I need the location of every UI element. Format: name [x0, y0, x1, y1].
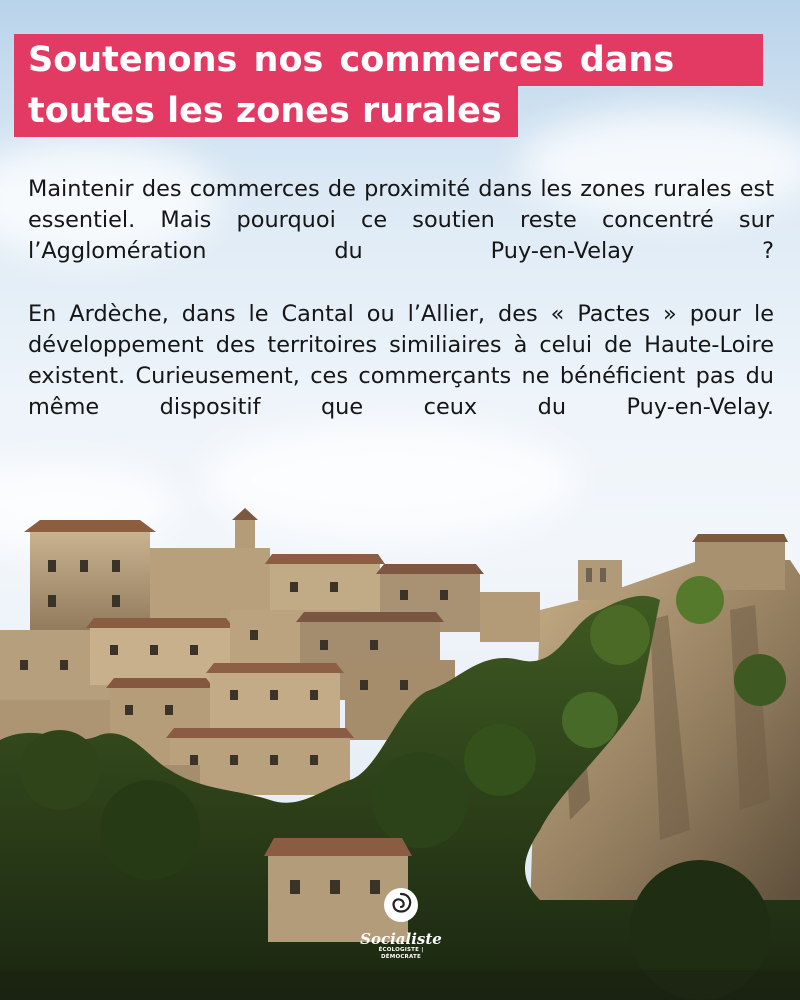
title-banner: [14, 34, 794, 137]
title-line-1: Soutenons nos commerces dans: [14, 34, 763, 86]
paragraph-1: Maintenir des commerces de proximité dans les zones rurales est essentiel. Mais pourquoi ce soutien reste concentré sur l’Agglomération du Puy-en-Velay ?: [28, 176, 774, 264]
paragraph-2: En Ardèche, dans le Cantal ou l’Allier, des « Pactes » pour le développement des territoires similiaires à celui de Haute-Loire existent. Curieusement, ces commerçants ne bénéficient pas du même dispositif que ceux du Puy-en-Velay.: [28, 301, 774, 420]
title-line-2: toutes les zones rurales: [14, 85, 518, 137]
body-text: [28, 174, 774, 423]
logo-subtitle: ÉCOLOGISTE | DÉMOCRATE: [378, 947, 424, 960]
party-logo: [360, 885, 442, 985]
rose-icon: [381, 885, 421, 925]
logo-name: Socialiste: [360, 930, 442, 948]
